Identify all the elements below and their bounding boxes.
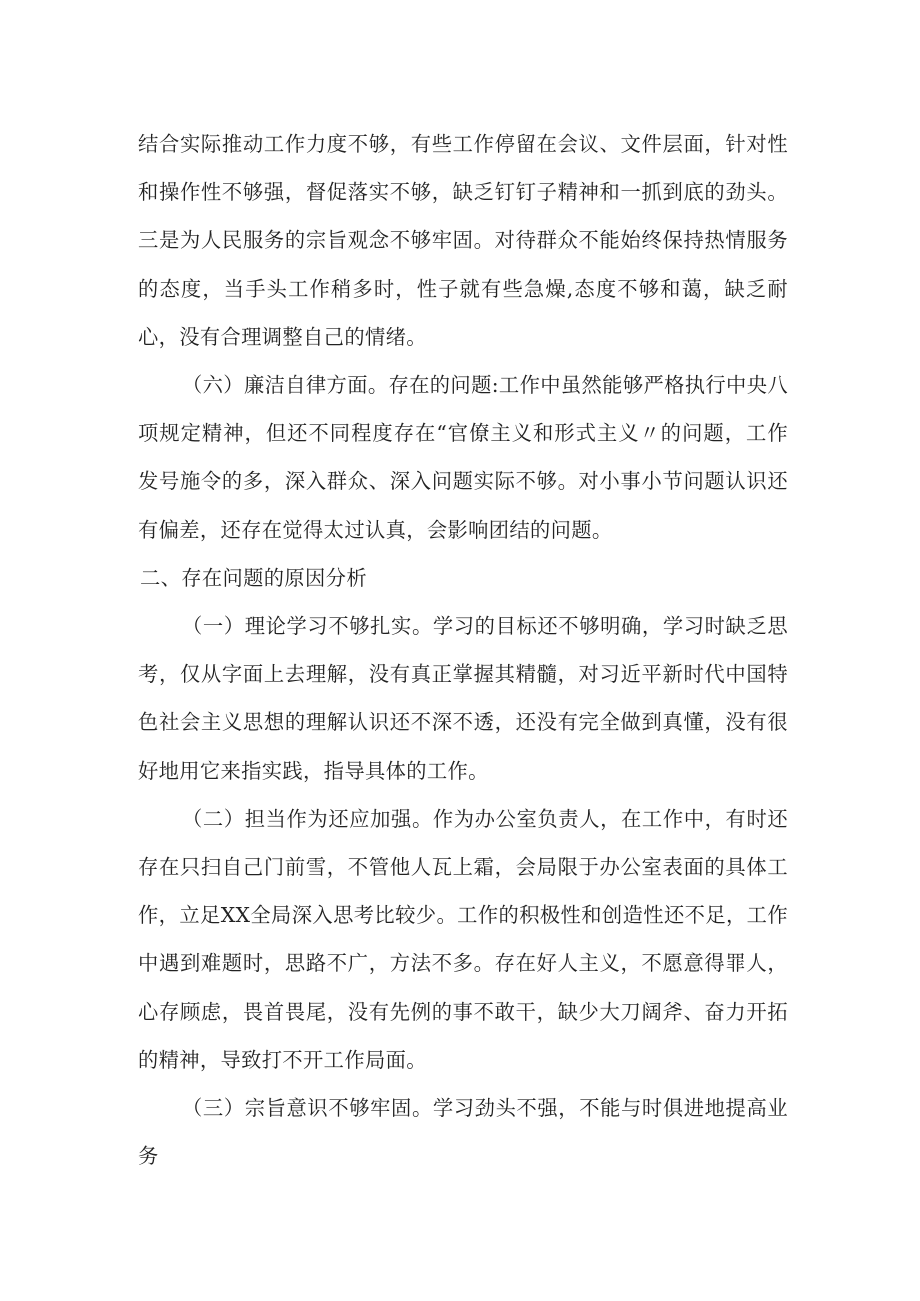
paragraph-purpose-awareness: （三）宗旨意识不够牢固。学习劲头不强，不能与时俱进地提高业务 [138,1096,788,1169]
paragraph-theory-study: （一）理论学习不够扎实。学习的目标还不够明确，学习时缺乏思考，仅从字面上去理解，没有真正掌握其精髓，对习近平新时代中国特色社会主义思想的理解认识还不深不透，还没有完全做到真懂，没有很好地用它来指实践，指导具体的工作。 [138,614,788,783]
paragraph-responsibility: （二）担当作为还应加强。作为办公室负责人，在工作中，有时还存在只扫自己门前雪，不管他人瓦上霜，会局限于办公室表面的具体工作，立足XX全局深入思考比较少。工作的积极性和创造性还不足，工作中遇到难题时，思路不广，方法不多。存在好人主义，不愿意得罪人，心存顾虑，畏首畏尾，没有先例的事不敢干，缺少大刀阔斧、奋力开拓的精神，导致打不开工作局面。 [138,806,788,1072]
document-body [138,120,788,1180]
section-heading-cause-analysis: 二、存在问题的原因分析 [140,565,367,590]
paragraph-integrity-self-discipline: （六）廉洁自律方面。存在的问题:工作中虽然能够严格执行中央八项规定精神，但还不同程度存在“官僚主义和形式主义〃的问题，工作发号施令的多，深入群众、深入问题实际不够。对小事小节问题认识还有偏差，还存在觉得太过认真，会影响团结的问题。 [138,373,788,542]
paragraph-work-implementation: 结合实际推动工作力度不够，有些工作停留在会议、文件层面，针对性和操作性不够强，督促落实不够，缺乏钉钉子精神和一抓到底的劲头。三是为人民服务的宗旨观念不够牢固。对待群众不能始终保持热情服务的态度，当手头工作稍多时，性子就有些急燥,态度不够和蔼，缺乏耐心，没有合理调整自己的情绪。 [138,132,788,349]
